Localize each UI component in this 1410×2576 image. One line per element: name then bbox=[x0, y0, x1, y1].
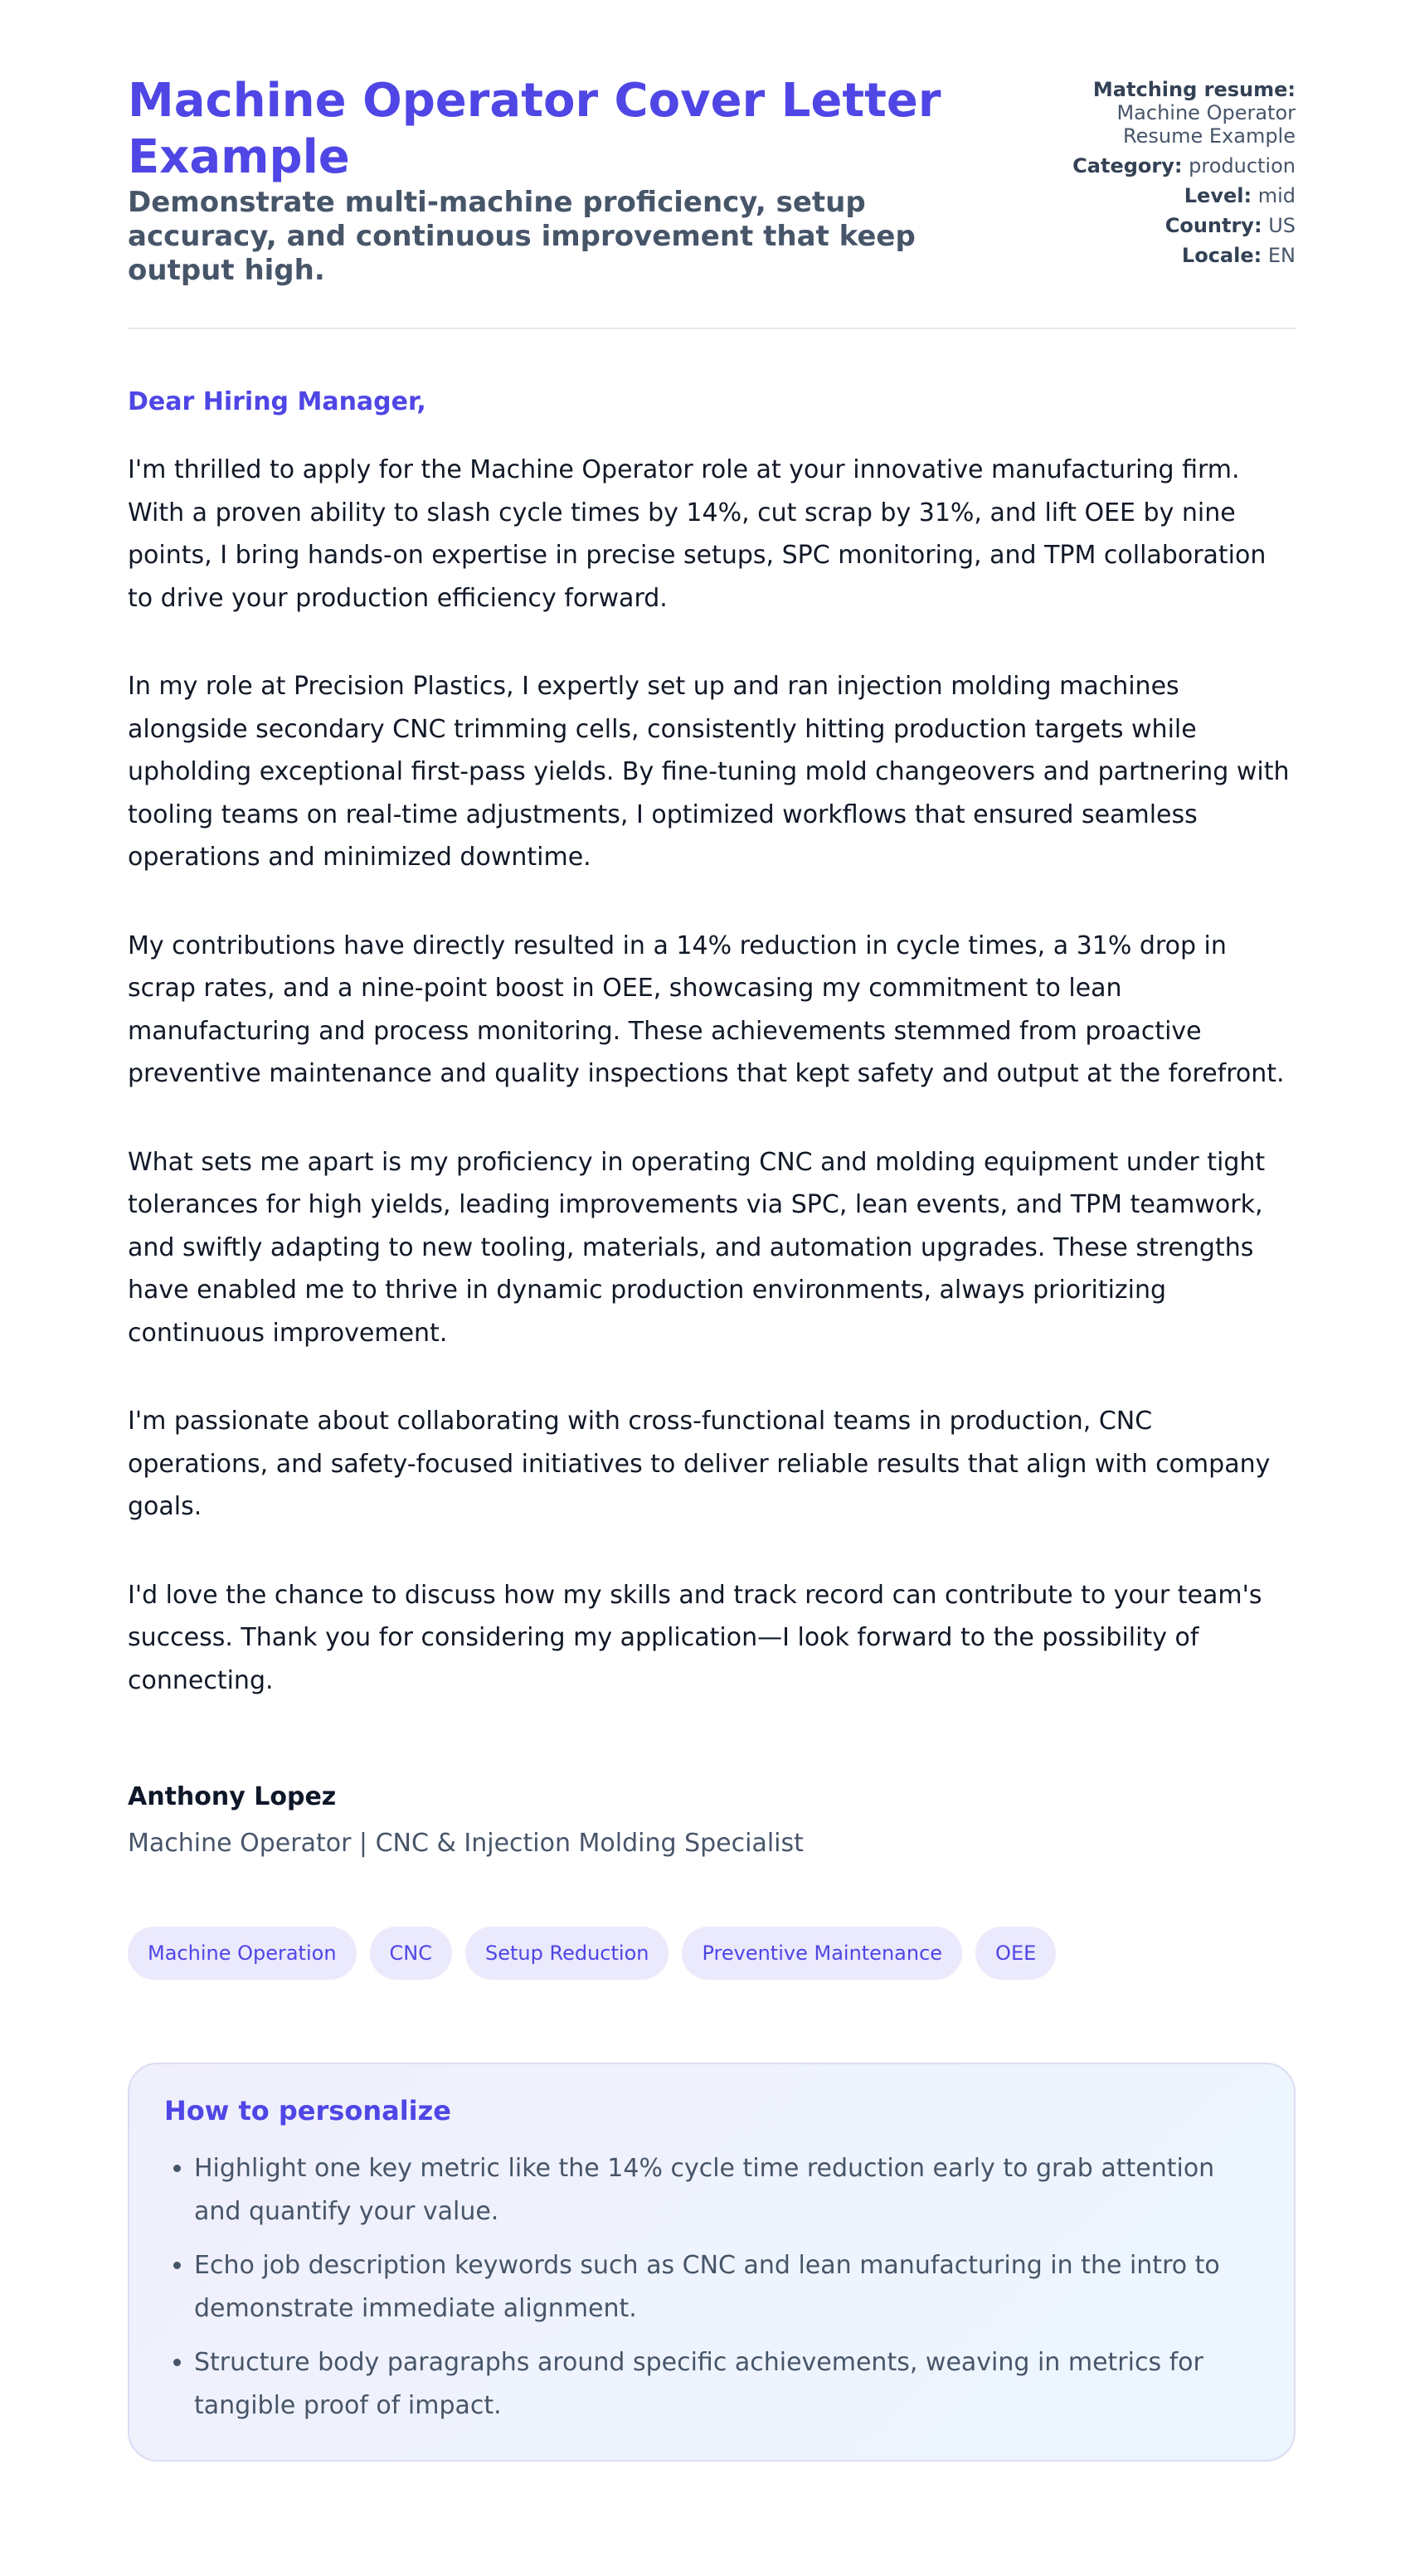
tip-item: • Echo job description keywords such as CNC and lean manufacturing in the intro to demonstrate immediate alignment. bbox=[194, 2244, 1259, 2330]
matching-resume-value: Machine Operator Resume Example bbox=[1116, 101, 1296, 148]
tips-title: How to personalize bbox=[164, 2095, 451, 2126]
signature-block bbox=[128, 1781, 1296, 1860]
locale-label: Locale: bbox=[1181, 244, 1262, 267]
letter-paragraph: My contributions have directly resulted in a 14% reduction in cycle times, a 31% drop in scrap rates, and a nine-point boost in OEE, showcasing my commitment to lean manufacturing and process monitoring. These achievements stemmed from proactive preventive maintenance and quality inspections that kept safety and output at the forefront. bbox=[128, 931, 1285, 1088]
page-subtitle: Demonstrate multi-machine proficiency, setup accuracy, and continuous improvement that keep output high. bbox=[128, 186, 916, 287]
letter-paragraph: I'd love the chance to discuss how my skills and track record can contribute to your team's success. Thank you for considering my application—I look forward to the possibility of connecting. bbox=[128, 1580, 1262, 1695]
letter-paragraph: I'm thrilled to apply for the Machine Operator role at your innovative manufacturing firm. With a proven ability to slash cycle times by 14%, cut scrap by 31%, and lift OEE by nine points, I bring hands-on expertise in precise setups, SPC monitoring, and TPM collaboration to drive your production efficiency forward. bbox=[128, 455, 1267, 613]
meta-locale bbox=[1072, 244, 1296, 267]
tip-item: • Highlight one key metric like the 14% cycle time reduction early to grab attention and quantify your value. bbox=[194, 2147, 1259, 2233]
letter-paragraph: I'm passionate about collaborating with cross-functional teams in production, CNC operations, and safety-focused initiatives to deliver reliable results that align with company goals. bbox=[128, 1407, 1271, 1521]
skill-tag: CNC bbox=[370, 1927, 452, 1980]
letter-body bbox=[128, 386, 1296, 1702]
skill-tags bbox=[128, 1927, 1296, 1980]
letter-paragraph: What sets me apart is my proficiency in operating CNC and molding equipment under tight tolerances for high yields, leading improvements via SPC, lean events, and TPM teamwork, and swiftly adapting to new tooling, materials, and automation upgrades. These strengths have enabled me to thrive in dynamic production environments, always prioritizing continuous improvement. bbox=[128, 1147, 1266, 1348]
tips-list bbox=[164, 2147, 1259, 2427]
tip-item: • Structure body paragraphs around specific achievements, weaving in metrics for tangible proof of impact. bbox=[194, 2341, 1259, 2427]
skill-tag: Preventive Maintenance bbox=[682, 1927, 962, 1980]
signature-title: Machine Operator | CNC & Injection Molding Specialist bbox=[128, 1829, 804, 1858]
level-label: Level: bbox=[1184, 184, 1252, 207]
page-title: Machine Operator Cover Letter Example bbox=[128, 74, 941, 184]
personalize-tips-card bbox=[128, 2063, 1296, 2462]
category-label: Category: bbox=[1072, 154, 1183, 177]
matching-resume-label: Matching resume: bbox=[1092, 78, 1296, 101]
meta-category bbox=[1072, 154, 1296, 177]
meta-matching-resume bbox=[1072, 78, 1296, 148]
greeting: Dear Hiring Manager, bbox=[128, 387, 426, 416]
locale-value: EN bbox=[1267, 244, 1296, 267]
level-value: mid bbox=[1257, 184, 1296, 207]
country-label: Country: bbox=[1164, 214, 1262, 237]
meta-country bbox=[1072, 214, 1296, 237]
meta-level bbox=[1072, 184, 1296, 207]
page-header bbox=[128, 73, 1296, 288]
skill-tag: Setup Reduction bbox=[465, 1927, 669, 1980]
header-divider bbox=[128, 328, 1296, 329]
category-value: production bbox=[1189, 154, 1296, 177]
meta-panel bbox=[1072, 73, 1296, 274]
letter-paragraph: In my role at Precision Plastics, I expertly set up and ran injection molding machines alongside secondary CNC trimming cells, consistently hitting production targets while upholding exceptional first-pass yields. By fine-tuning mold changeovers and partnering with tooling teams on real-time adjustments, I optimized workflows that ensured seamless operations and minimized downtime. bbox=[128, 672, 1290, 872]
title-block bbox=[128, 73, 990, 288]
signature-name: Anthony Lopez bbox=[128, 1782, 337, 1811]
country-value: US bbox=[1268, 214, 1296, 237]
skill-tag: OEE bbox=[975, 1927, 1056, 1980]
skill-tag: Machine Operation bbox=[128, 1927, 357, 1980]
